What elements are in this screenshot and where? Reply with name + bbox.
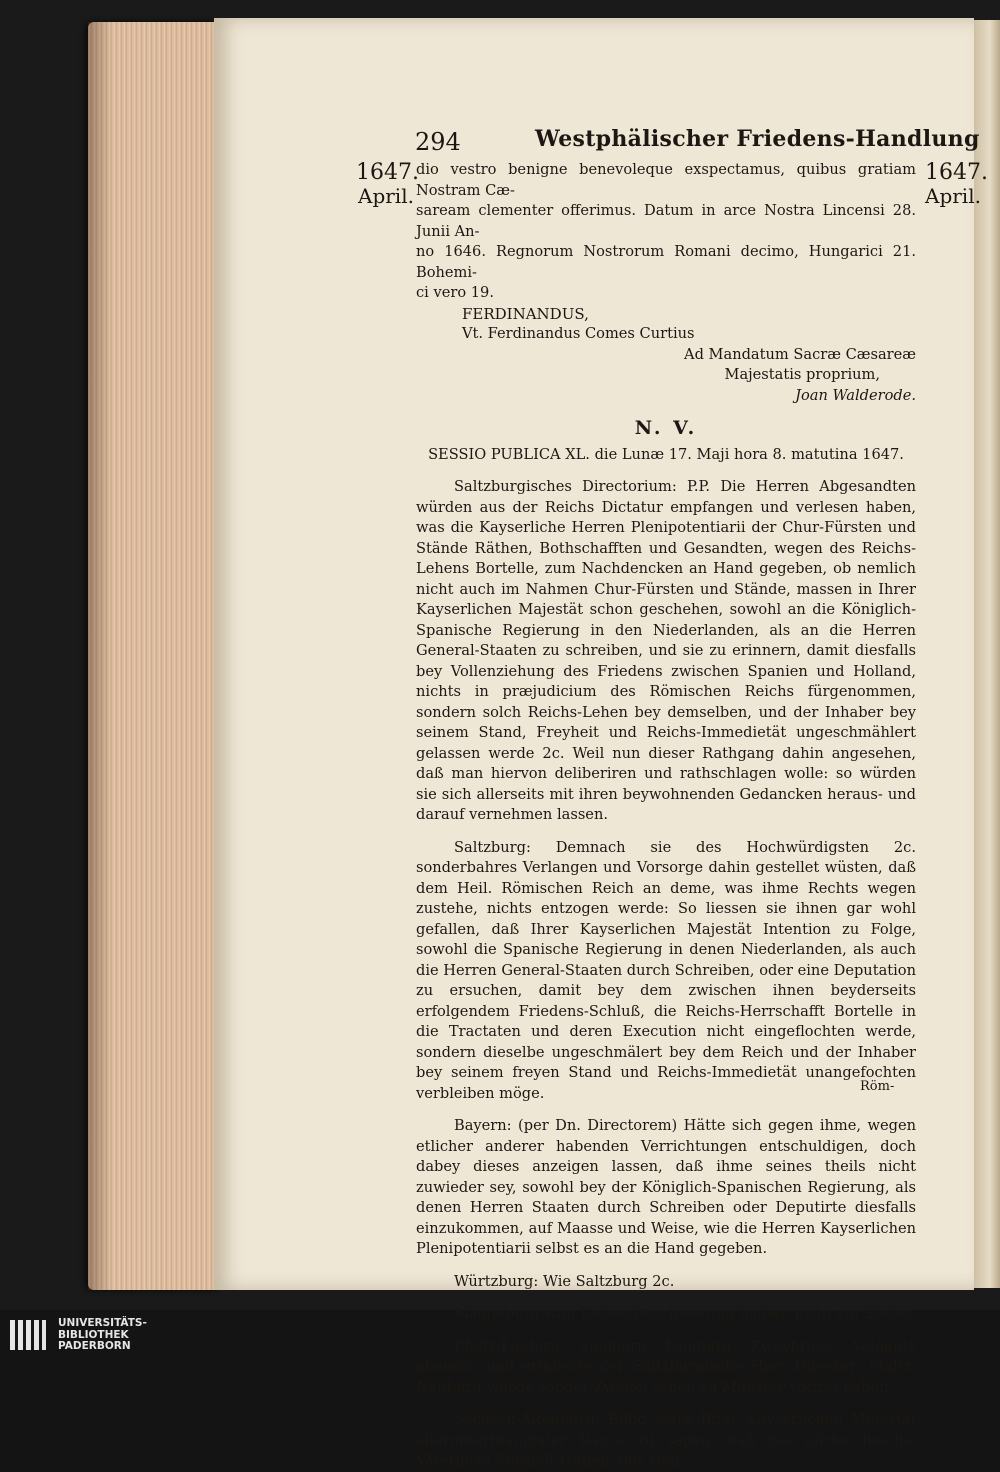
paragraph-saltzburg: Saltzburg: Demnach sie des Hochwürdigsten 2c. sonderbahres Verlangen und Vorsorge dahin gestellet wüsten, daß dem Heil. Römischen Reich an deme, was ihme Rechts wegen zustehe, nichts entzogen werde: So liessen sie ihnen gar wohl gefallen, daß Ihrer Kayserlichen Majestät Intention zu Folge, sowohl die Spanische Regierung in denen Niederlanden, als auch die Herren General-Staaten durch Schreiben, oder eine Deputation zu ersuchen, damit bey dem zwischen ihnen beyderseits erfolgendem Friedens-Schluß, die Reichs-Herrschafft Bortelle in die Tractaten und deren Execution nicht eingeflochten werde, sondern dieselbe ungeschmälert bey dem Reich und der Inhaber bey seinem freyen Stand und Reichs-Immedietät unangefochten verbleiben möge. xyxy=(416,838,916,1102)
running-title: Westphälischer Friedens-Handlung xyxy=(535,126,980,152)
session-heading: SESSIO PUBLICA XL. die Lunæ 17. Maji hora 8. matutina 1647. xyxy=(428,445,904,463)
library-name xyxy=(58,1318,147,1353)
paragraph-directorium: Saltzburgisches Directorium: P.P. Die Herren Abgesandten würden aus der Reichs Dictatur empfangen und verlesen haben, was die Kayserliche Herren Plenipotentiarii der Chur-Fürsten und Stände Räthen, Bothschafften und Gesandten, wegen des Reichs-Lehens Bortelle, zum Nachdencken an Hand gegeben, ob nemlich nicht auch im Nahmen Chur-Fürsten und Stände, massen in Ihrer Kayserlichen Majestät schon geschehen, sowohl an die Königlich-Spanische Regierung in den Niederlanden, als an die Herren General-Staaten zu schreiben, und sie zu erinnern, damit diesfalls bey Vollenziehung des Friedens zwischen Spanien und Holland, nichts in præjudicium des Römischen Reichs fürgenommen, sondern solch Reichs-Lehen bey demselben, und der Inhaber bey seinem Stand, Freyheit und Reichs-Immedietät ungeschmählert gelassen werde 2c. Weil nun dieser Rathgang dahin angesehen, daß man hiervon deliberiren und rathschlagen wolle: so würden sie sich allerseits mit ihren beywohnenden Gedancken heraus- und darauf vernehmen lassen. xyxy=(416,478,916,823)
signature-countersign: Vt. Ferdinandus Comes Curtius xyxy=(462,325,695,342)
paragraph-wuertzburg: Würtzburg: Wie Saltzburg 2c. xyxy=(454,1272,675,1290)
margin-year-left: 1647. xyxy=(356,160,419,185)
page-number: 294 xyxy=(415,128,461,156)
margin-year-right: 1647. xyxy=(925,160,988,185)
decree-line: saream clementer offerimus. Datum in arce Nostra Lincensi 28. Junii An- xyxy=(416,202,916,240)
section-number: N. V. xyxy=(634,417,698,439)
margin-month-left: April. xyxy=(358,184,414,208)
decree-line: dio vestro benigne benevoleque exspectamus, quibus gratiam Nostram Cæ- xyxy=(416,161,916,199)
catchword: Röm- xyxy=(860,1079,895,1094)
signature-emperor: FERDINANDUS, xyxy=(462,304,589,323)
paragraph-sachsen-altenburg: Sachsen-Altenburg: Billig wäre Ihrer Kayserlichen Majestät allerunterthänigster Danck zu sagen, daß Sie solche Reichs-Väterliche Sorgfalt trügen, das Heil. xyxy=(416,1411,916,1469)
body-text xyxy=(416,160,916,1472)
library-name-line: BIBLIOTHEK xyxy=(58,1328,129,1341)
library-name-line: PADERBORN xyxy=(58,1340,131,1352)
book-edge-shadow xyxy=(88,22,112,1290)
paragraph-pfaltz: Pfaltz-Lautern, Simmern, Neuburg, Zweybrück, Veldentz aberant, und erinnerte der Saltzburgische Herr Director: Pfaltz-Neuburg würde sonder Zweifel schon zu Münster votiret haben. xyxy=(416,1337,916,1396)
margin-month-right: April. xyxy=(925,184,981,208)
paragraph-bayern: Bayern: (per Dn. Directorem) Hätte sich gegen ihme, wegen etlicher anderer habenden Verrichtungen entschuldigen, doch dabey dieses anzeigen lassen, daß ihme seines theils nicht zuwieder sey, sowohl bey der Königlich-Spanischen Regierung, als denen Herren Staaten durch Schreiben oder Deputirte diesfalls einzukommen, auf Maasse und Weise, wie die Herren Kayserlichen Plenipotentiarii selbst es an die Hand gegeben. xyxy=(416,1117,916,1257)
library-name-line: UNIVERSITÄTS- xyxy=(58,1317,147,1329)
decree-line: no 1646. Regnorum Nostrorum Romani decimo, Hungarici 21. Bohemi- xyxy=(416,243,916,281)
paragraph-magdeburg: Magdeburg war, Leibes-Beschwerung halber, nicht zur Stelle. xyxy=(454,1305,913,1322)
facing-page-edge xyxy=(974,20,1000,1288)
signature-majestatis: Majestatis proprium, xyxy=(724,366,880,383)
signature-mandatum: Ad Mandatum Sacræ Cæsareæ xyxy=(684,345,916,363)
decree-line: ci vero 19. xyxy=(416,284,494,301)
library-logo-icon xyxy=(8,1318,48,1352)
signature-secretary: Joan Walderode. xyxy=(795,386,916,404)
